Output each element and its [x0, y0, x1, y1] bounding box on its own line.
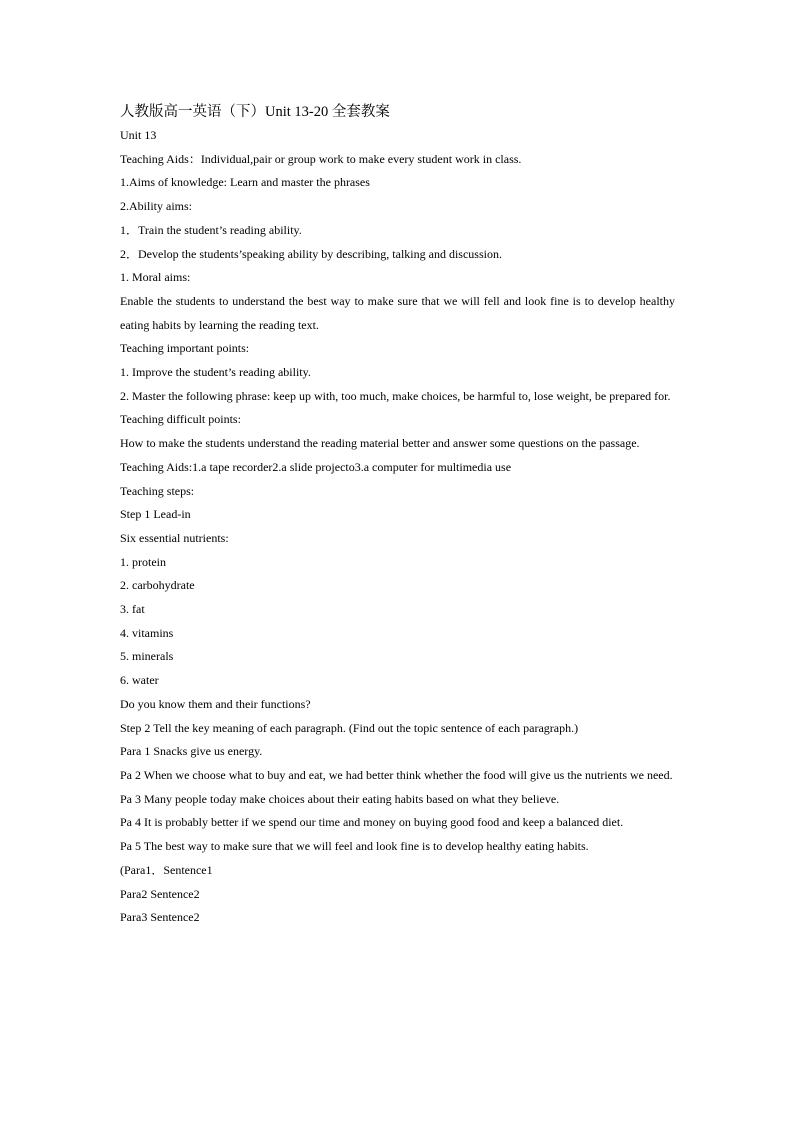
paragraph-5-summary: Pa 5 The best way to make sure that we will feel and look fine is to develop healthy eating habits.: [120, 839, 589, 854]
teaching-aids-line: Teaching Aids：Individual,pair or group work to make every student work in class.: [120, 151, 522, 166]
step-2-heading: Step 2 Tell the key meaning of each paragraph. (Find out the topic sentence of each paragraph.): [120, 720, 579, 735]
important-points-heading: Teaching important points:: [120, 341, 250, 356]
document-body: [120, 100, 675, 930]
nutrient-item: 4. vitamins: [120, 625, 174, 640]
sentence-ref: (Para1．Sentence1: [120, 862, 213, 877]
important-point-1: 1. Improve the student’s reading ability.: [120, 365, 311, 380]
nutrient-item: 5. minerals: [120, 649, 174, 664]
nutrients-heading: Six essential nutrients:: [120, 530, 229, 545]
paragraph-2-summary: Pa 2 When we choose what to buy and eat, we had better think whether the food will give us the nutrients we need.: [120, 767, 673, 782]
unit-heading: Unit 13: [120, 128, 157, 142]
difficult-points-heading: Teaching difficult points:: [120, 412, 241, 427]
step-1-heading: Step 1 Lead-in: [120, 507, 191, 522]
ability-item-2: 2．Develop the students’speaking ability by describing, talking and discussion.: [120, 246, 502, 261]
important-point-2: 2. Master the following phrase: keep up with, too much, make choices, be harmful to, lose weight, be prepared for.: [120, 388, 671, 403]
paragraph-1-summary: Para 1 Snacks give us energy.: [120, 744, 263, 759]
aims-knowledge-line: 1.Aims of knowledge: Learn and master the phrases: [120, 175, 370, 190]
sentence-ref: Para2 Sentence2: [120, 886, 200, 901]
sentence-ref: Para3 Sentence2: [120, 910, 200, 925]
nutrient-item: 6. water: [120, 673, 159, 688]
moral-aims-text: Enable the students to understand the best way to make sure that we will fell and look fine is to develop healthy eating habits by learning the reading text.: [120, 293, 675, 332]
nutrient-item: 2. carbohydrate: [120, 578, 195, 593]
document-title: 人教版高一英语（下）Unit 13-20 全套教案: [120, 104, 390, 120]
functions-question: Do you know them and their functions?: [120, 696, 311, 711]
teaching-steps-heading: Teaching steps:: [120, 483, 195, 498]
paragraph-4-summary: Pa 4 It is probably better if we spend our time and money on buying good food and keep a balanced diet.: [120, 815, 624, 830]
nutrient-item: 3. fat: [120, 602, 145, 617]
ability-aims-heading: 2.Ability aims:: [120, 199, 192, 214]
paragraph-3-summary: Pa 3 Many people today make choices about their eating habits based on what they believe.: [120, 791, 560, 806]
moral-aims-heading: 1. Moral aims:: [120, 270, 191, 285]
difficult-points-text: How to make the students understand the reading material better and answer some questions on the passage.: [120, 436, 640, 451]
teaching-aids-equipment-line: Teaching Aids:1.a tape recorder2.a slide projecto3.a computer for multimedia use: [120, 459, 512, 474]
ability-item-1: 1．Train the student’s reading ability.: [120, 222, 302, 237]
nutrient-item: 1. protein: [120, 554, 166, 569]
